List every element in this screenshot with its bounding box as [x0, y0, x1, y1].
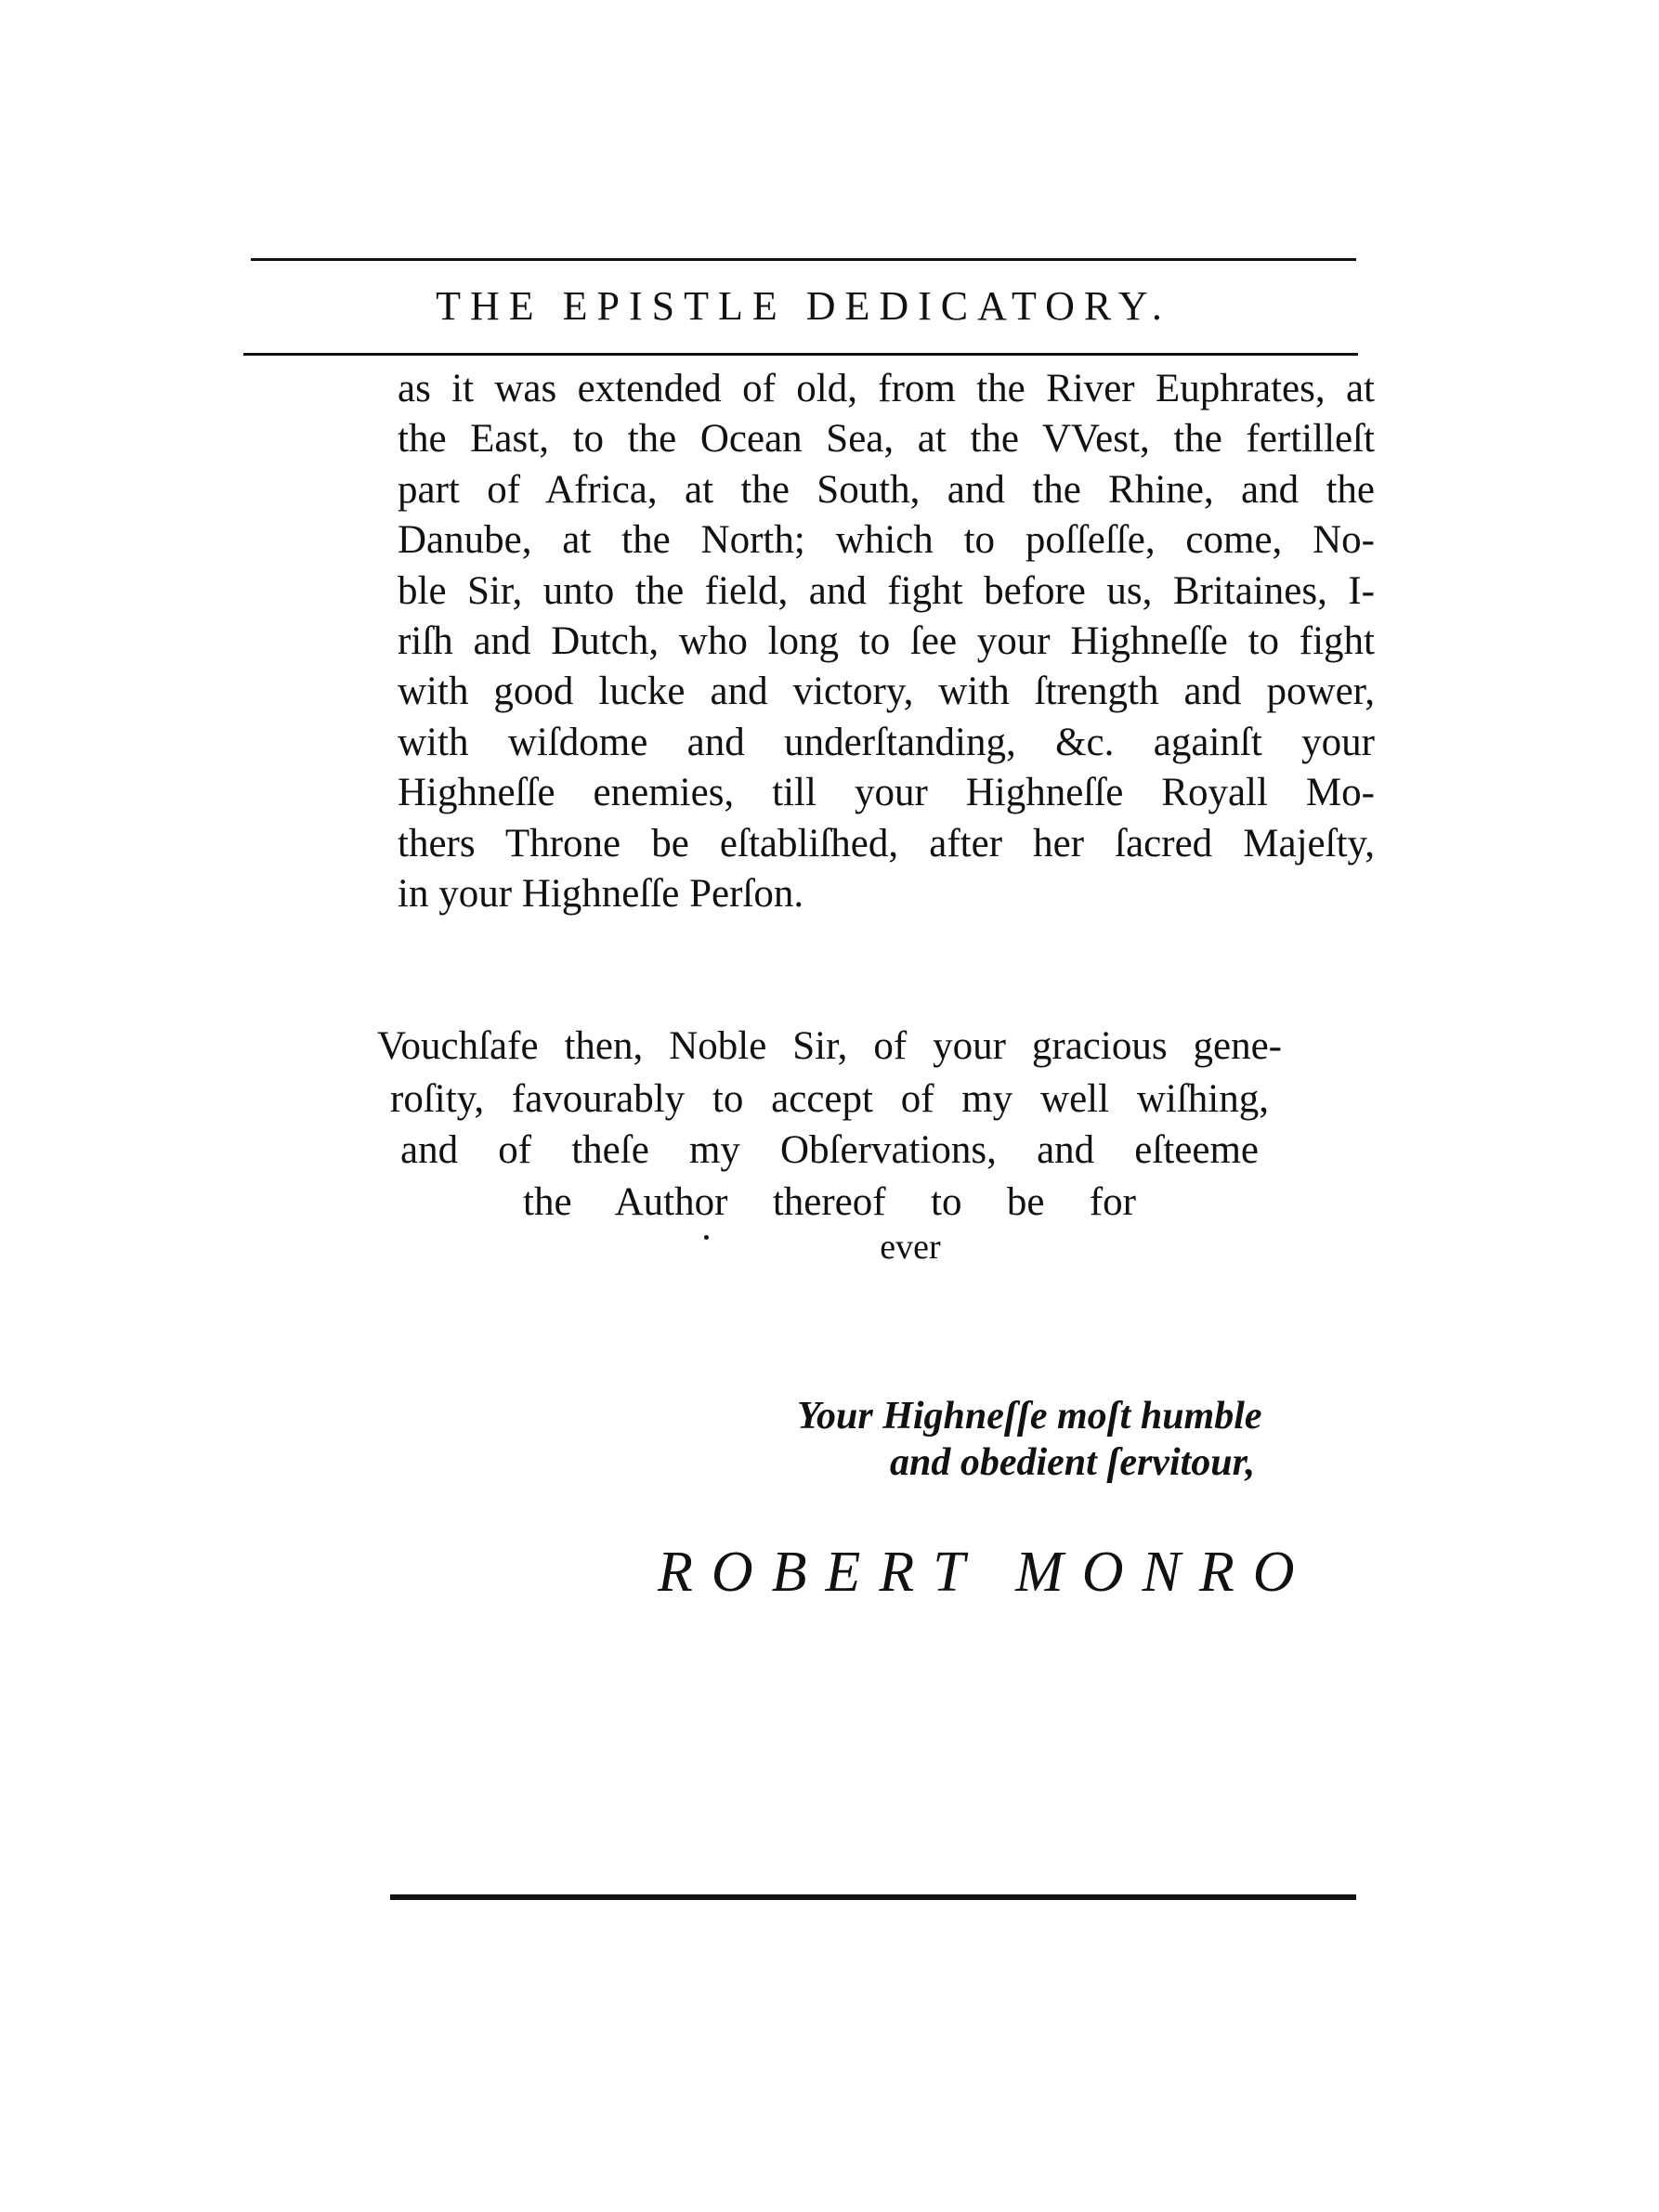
- body-line: with wiſdome and underſtanding, &c. againſt your: [398, 720, 1375, 764]
- body-text: [398, 364, 1375, 919]
- header-top-rule: [251, 258, 1356, 261]
- body-line: Danube, at the North; which to poſſeſſe, come, No-: [398, 518, 1375, 563]
- taper-line: [0, 1126, 1659, 1176]
- taper-line-text: roſity, favourably to accept of my well wiſhing,: [390, 1077, 1269, 1121]
- taper-line-text: Vouchſafe then, Noble Sir, of your gracious gene-: [377, 1024, 1282, 1068]
- body-line: in your Highneſſe Perſon.: [398, 872, 804, 917]
- body-line: Highneſſe enemies, till your Highneſſe Royall Mo-: [398, 771, 1375, 815]
- catchword: ever: [880, 1228, 941, 1267]
- body-line: with good lucke and victory, with ſtrength and power,: [398, 670, 1375, 714]
- footer-rule: [390, 1894, 1356, 1900]
- taper-line: [0, 1021, 1659, 1072]
- taper-line: [0, 1178, 1659, 1228]
- header-bottom-rule: [243, 353, 1358, 356]
- ink-dot: [704, 1235, 709, 1240]
- body-line: riſh and Dutch, who long to ſee your Highneſſe to fight: [398, 619, 1375, 664]
- taper-line-text: the Author thereof to be for: [523, 1180, 1136, 1224]
- signature: ROBERT MONRO: [658, 1541, 1313, 1604]
- running-head: THE EPISTLE DEDICATORY.: [436, 283, 1171, 329]
- body-line: part of Africa, at the South, and the Rhine, and the: [398, 467, 1375, 512]
- body-line: as it was extended of old, from the River Euphrates, at: [398, 367, 1375, 410]
- body-line: thers Throne be eſtabliſhed, after her ſacred Majeſty,: [398, 821, 1375, 865]
- closing-line-2: and obedient ſervitour,: [890, 1441, 1256, 1484]
- body-line: ble Sir, unto the field, and fight before us, Britaines, I-: [398, 568, 1375, 613]
- taper-line-text: and of theſe my Obſervations, and eſteeme: [400, 1128, 1259, 1172]
- closing-line-1: Your Highneſſe moſt humble: [797, 1395, 1262, 1438]
- body-line: the East, to the Ocean Sea, at the VVest, the fertilleſt: [398, 417, 1375, 462]
- taper-line: [0, 1074, 1659, 1125]
